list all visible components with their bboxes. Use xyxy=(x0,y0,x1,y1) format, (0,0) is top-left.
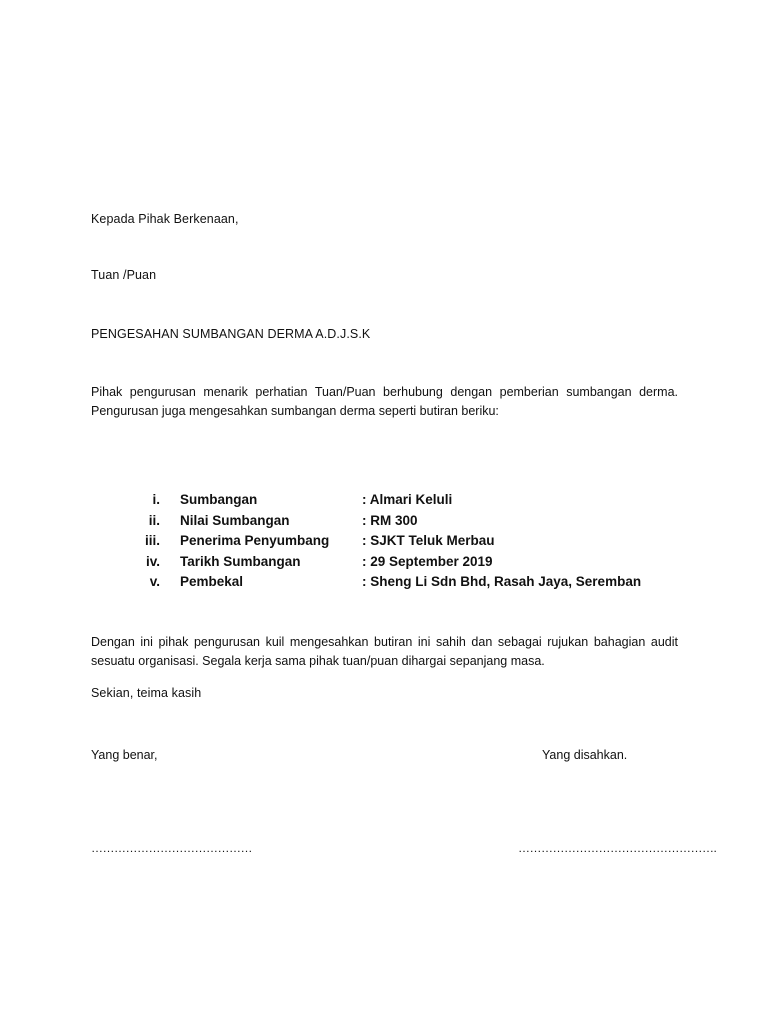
closing-paragraph: Dengan ini pihak pengurusan kuil mengesahkan butiran ini sahih dan sebagai rujukan bahagian audit sesuatu organisasi. Segala kerja sama pihak tuan/puan dihargai sepanjang masa. xyxy=(91,635,678,668)
detail-label: Nilai Sumbangan xyxy=(180,512,290,528)
detail-row xyxy=(120,531,680,552)
signoff-left: Yang benar, xyxy=(91,748,158,762)
donation-details xyxy=(120,490,680,593)
signoff-right: Yang disahkan. xyxy=(542,748,628,762)
detail-row xyxy=(120,572,680,593)
subject-heading: PENGESAHAN SUMBANGAN DERMA A.D.J.S.K xyxy=(91,327,371,341)
signature-line-left: …………………………………… xyxy=(91,841,252,855)
detail-label: Penerima Penyumbang xyxy=(180,533,330,548)
detail-label: Sumbangan xyxy=(180,492,258,507)
detail-label: Pembekal xyxy=(180,574,244,589)
detail-value: : 29 September 2019 xyxy=(362,553,493,569)
detail-row xyxy=(120,490,680,511)
detail-value: : RM 300 xyxy=(362,512,418,528)
detail-number: iv. xyxy=(145,553,160,569)
signature-line-right: ……………………………………………. xyxy=(518,841,717,855)
detail-number: iii. xyxy=(144,533,160,548)
recipient-line: Kepada Pihak Berkenaan, xyxy=(91,212,239,226)
detail-row xyxy=(120,552,680,573)
thanks-line: Sekian, teima kasih xyxy=(91,686,202,700)
detail-row xyxy=(120,511,680,532)
salutation: Tuan /Puan xyxy=(91,268,157,282)
detail-label: Tarikh Sumbangan xyxy=(180,553,301,569)
detail-number: ii. xyxy=(148,512,160,528)
detail-number: v. xyxy=(149,574,160,589)
detail-value: : Sheng Li Sdn Bhd, Rasah Jaya, Seremban xyxy=(362,574,642,589)
intro-paragraph: Pihak pengurusan menarik perhatian Tuan/Puan berhubung dengan pemberian sumbangan derma. Pengurusan juga mengesahkan sumbangan derma seperti butiran beriku: xyxy=(91,385,678,418)
detail-value: : Almari Keluli xyxy=(362,492,453,507)
detail-value: : SJKT Teluk Merbau xyxy=(362,533,495,548)
detail-number: i. xyxy=(152,492,160,507)
